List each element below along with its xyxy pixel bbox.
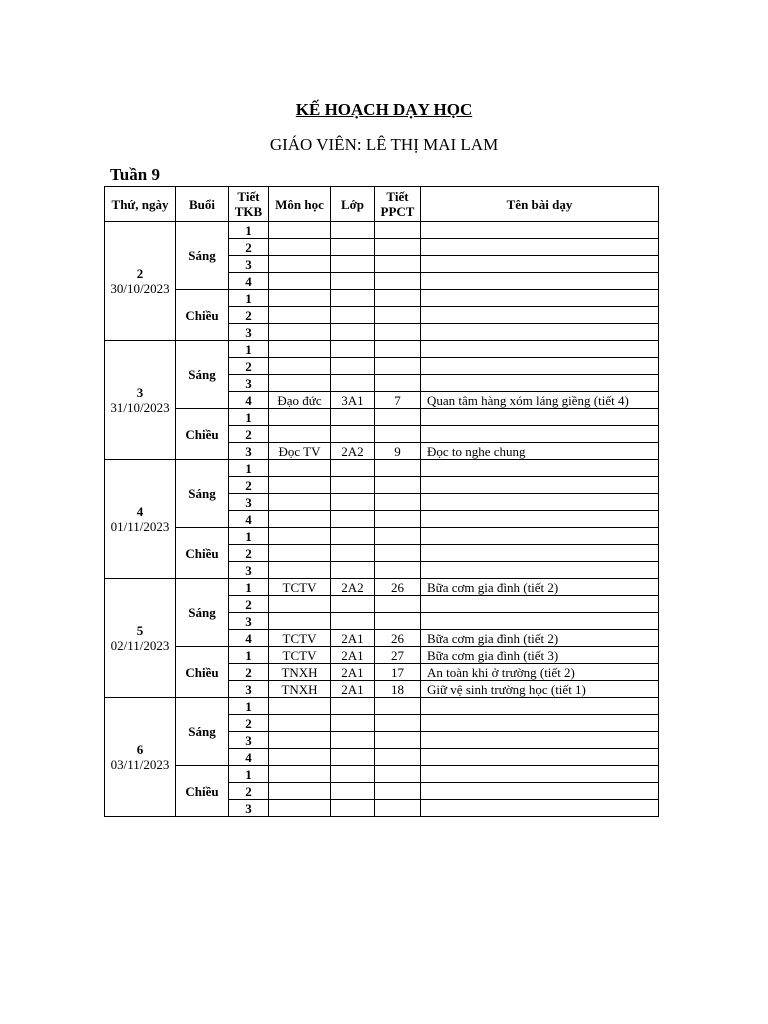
lesson-cell [421,800,659,817]
table-row [105,290,659,307]
lesson-cell [421,732,659,749]
day-cell [105,341,176,460]
period-cell: 3 [229,324,269,341]
day-date: 02/11/2023 [110,638,170,653]
session-cell: Sáng [176,341,229,409]
ppct-cell [375,222,421,239]
lesson-cell: Giữ vệ sinh trường học (tiết 1) [421,681,659,698]
class-cell [331,528,375,545]
period-cell: 2 [229,426,269,443]
class-cell: 3A1 [331,392,375,409]
lesson-cell: Bữa cơm gia đình (tiết 3) [421,647,659,664]
subject-cell: TCTV [269,647,331,664]
subject-cell [269,358,331,375]
period-cell: 1 [229,528,269,545]
ppct-cell [375,596,421,613]
period-cell: 3 [229,681,269,698]
period-cell: 2 [229,783,269,800]
session-cell: Chiều [176,409,229,460]
subject-cell [269,341,331,358]
period-cell: 1 [229,222,269,239]
class-cell: 2A2 [331,579,375,596]
ppct-cell [375,562,421,579]
subject-cell [269,460,331,477]
lesson-cell [421,477,659,494]
day-cell [105,579,176,698]
day-cell [105,222,176,341]
day-date: 03/11/2023 [110,757,170,772]
period-cell: 3 [229,562,269,579]
ppct-cell [375,273,421,290]
class-cell [331,715,375,732]
day-number: 3 [136,385,144,400]
day-number: 4 [136,504,144,519]
header-class: Lớp [331,187,375,222]
day-date: 01/11/2023 [110,519,170,534]
period-cell: 4 [229,511,269,528]
day-number: 6 [136,742,144,757]
ppct-cell: 27 [375,647,421,664]
header-period: Tiết TKB [229,187,269,222]
day-cell [105,460,176,579]
subject-cell [269,494,331,511]
lesson-cell: Quan tâm hàng xóm láng giềng (tiết 4) [421,392,659,409]
ppct-cell [375,426,421,443]
lesson-cell [421,494,659,511]
period-cell: 3 [229,800,269,817]
lesson-cell [421,766,659,783]
class-cell [331,358,375,375]
week-label: Tuần 9 [110,165,160,184]
class-cell [331,511,375,528]
table-row [105,460,659,477]
subject-cell [269,732,331,749]
class-cell [331,494,375,511]
header-ppct: Tiết PPCT [375,187,421,222]
class-cell: 2A1 [331,681,375,698]
period-cell: 2 [229,239,269,256]
subject-cell [269,375,331,392]
ppct-cell [375,290,421,307]
subject-cell [269,409,331,426]
ppct-cell: 17 [375,664,421,681]
subject-cell: Đạo đức [269,392,331,409]
subject-cell [269,698,331,715]
ppct-cell [375,732,421,749]
day-date: 30/10/2023 [110,281,170,296]
period-cell: 3 [229,613,269,630]
teacher-name: GIÁO VIÊN: LÊ THỊ MAI LAM [269,135,499,154]
lesson-cell [421,273,659,290]
header-lesson: Tên bài dạy [421,187,659,222]
lesson-cell [421,783,659,800]
lesson-cell: Bữa cơm gia đình (tiết 2) [421,630,659,647]
period-cell: 4 [229,273,269,290]
class-cell: 2A2 [331,443,375,460]
period-cell: 1 [229,460,269,477]
subject-cell [269,528,331,545]
period-cell: 1 [229,766,269,783]
period-cell: 2 [229,596,269,613]
class-cell [331,596,375,613]
header-session: Buổi [176,187,229,222]
period-cell: 2 [229,477,269,494]
ppct-cell [375,460,421,477]
period-cell: 4 [229,630,269,647]
subject-cell: TCTV [269,579,331,596]
period-cell: 2 [229,545,269,562]
ppct-cell: 9 [375,443,421,460]
period-cell: 1 [229,579,269,596]
class-cell: 2A1 [331,630,375,647]
ppct-cell [375,698,421,715]
class-cell [331,256,375,273]
class-cell [331,290,375,307]
ppct-cell [375,511,421,528]
table-row [105,222,659,239]
ppct-cell: 26 [375,630,421,647]
header-day: Thứ, ngày [105,187,176,222]
lesson-cell [421,698,659,715]
class-cell [331,800,375,817]
lesson-cell [421,562,659,579]
ppct-cell [375,375,421,392]
class-cell [331,324,375,341]
ppct-cell [375,324,421,341]
period-cell: 1 [229,409,269,426]
lesson-cell [421,307,659,324]
ppct-cell: 7 [375,392,421,409]
lesson-cell [421,596,659,613]
lesson-cell [421,545,659,562]
subject-cell [269,783,331,800]
subject-cell [269,800,331,817]
period-cell: 3 [229,375,269,392]
table-row [105,698,659,715]
lesson-cell [421,409,659,426]
ppct-cell [375,800,421,817]
table-row [105,647,659,664]
subject-cell: Đọc TV [269,443,331,460]
class-cell [331,222,375,239]
subject-cell: TNXH [269,664,331,681]
session-cell: Sáng [176,460,229,528]
ppct-cell [375,307,421,324]
class-cell [331,698,375,715]
day-cell [105,698,176,817]
period-cell: 2 [229,664,269,681]
ppct-cell [375,715,421,732]
subject-cell [269,426,331,443]
period-cell: 1 [229,698,269,715]
subject-cell [269,324,331,341]
class-cell [331,409,375,426]
lesson-cell [421,222,659,239]
table-row [105,409,659,426]
ppct-cell [375,256,421,273]
class-cell [331,766,375,783]
class-cell: 2A1 [331,664,375,681]
teaching-plan-table [104,186,659,817]
period-cell: 3 [229,494,269,511]
period-cell: 3 [229,732,269,749]
class-cell: 2A1 [331,647,375,664]
class-cell [331,477,375,494]
day-number: 2 [136,266,144,281]
header-row [105,187,659,222]
subject-cell [269,511,331,528]
ppct-cell [375,766,421,783]
class-cell [331,239,375,256]
ppct-cell [375,341,421,358]
subject-cell [269,239,331,256]
subject-cell [269,766,331,783]
subject-cell [269,749,331,766]
session-cell: Sáng [176,222,229,290]
ppct-cell [375,545,421,562]
class-cell [331,613,375,630]
lesson-cell [421,460,659,477]
ppct-cell: 18 [375,681,421,698]
lesson-cell [421,426,659,443]
session-cell: Sáng [176,698,229,766]
period-cell: 2 [229,715,269,732]
subject-cell [269,545,331,562]
subject-cell [269,596,331,613]
table-row [105,341,659,358]
table-row [105,528,659,545]
lesson-cell [421,375,659,392]
ppct-cell [375,749,421,766]
period-cell: 3 [229,256,269,273]
subject-cell [269,290,331,307]
period-cell: 4 [229,392,269,409]
lesson-cell [421,511,659,528]
period-cell: 3 [229,443,269,460]
class-cell [331,307,375,324]
header-subject: Môn học [269,187,331,222]
session-cell: Chiều [176,766,229,817]
period-cell: 1 [229,290,269,307]
ppct-cell [375,358,421,375]
ppct-cell [375,783,421,800]
ppct-cell [375,477,421,494]
subject-cell [269,273,331,290]
period-cell: 1 [229,341,269,358]
session-cell: Chiều [176,647,229,698]
subject-cell: TNXH [269,681,331,698]
class-cell [331,545,375,562]
class-cell [331,426,375,443]
class-cell [331,749,375,766]
lesson-cell [421,528,659,545]
lesson-cell [421,341,659,358]
lesson-cell [421,749,659,766]
subject-cell [269,562,331,579]
period-cell: 1 [229,647,269,664]
class-cell [331,562,375,579]
ppct-cell: 26 [375,579,421,596]
lesson-cell: Bữa cơm gia đình (tiết 2) [421,579,659,596]
ppct-cell [375,528,421,545]
lesson-cell: Đọc to nghe chung [421,443,659,460]
lesson-cell [421,239,659,256]
session-cell: Chiều [176,290,229,341]
subject-cell [269,307,331,324]
session-cell: Chiều [176,528,229,579]
session-cell: Sáng [176,579,229,647]
class-cell [331,273,375,290]
period-cell: 4 [229,749,269,766]
lesson-cell [421,290,659,307]
period-cell: 2 [229,307,269,324]
class-cell [331,732,375,749]
subject-cell [269,715,331,732]
document-title: KẾ HOẠCH DẠY HỌC [295,100,473,119]
lesson-cell [421,358,659,375]
lesson-cell [421,256,659,273]
ppct-cell [375,239,421,256]
lesson-cell [421,613,659,630]
table-row [105,766,659,783]
subject-cell [269,613,331,630]
table-row [105,579,659,596]
class-cell [331,783,375,800]
lesson-cell [421,324,659,341]
ppct-cell [375,409,421,426]
class-cell [331,375,375,392]
day-number: 5 [136,623,144,638]
period-cell: 2 [229,358,269,375]
ppct-cell [375,613,421,630]
subject-cell [269,477,331,494]
subject-cell [269,256,331,273]
ppct-cell [375,494,421,511]
class-cell [331,460,375,477]
class-cell [331,341,375,358]
day-date: 31/10/2023 [110,400,170,415]
subject-cell: TCTV [269,630,331,647]
lesson-cell: An toàn khi ở trường (tiết 2) [421,664,659,681]
lesson-cell [421,715,659,732]
subject-cell [269,222,331,239]
